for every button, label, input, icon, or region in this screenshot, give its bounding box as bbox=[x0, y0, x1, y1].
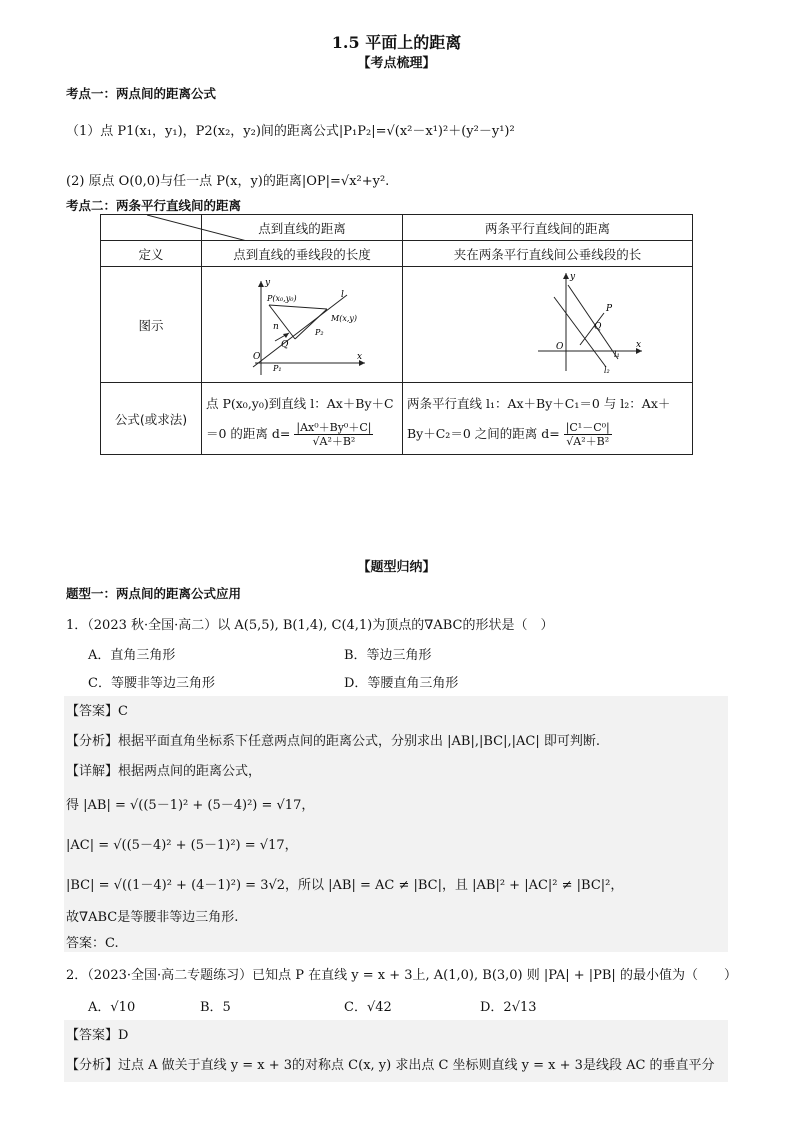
q2-option-c: C．√42 bbox=[344, 1000, 392, 1015]
q1-eq2: |AC| = √((5－4)² + (5－1)²) = √17， bbox=[66, 838, 298, 853]
fig1-l-label: l bbox=[341, 290, 344, 300]
q1-analysis: 【分析】根据平面直角坐标系下任意两点间的距离公式，分别求出 |AB|,|BC|,|AC| 即可判断. bbox=[66, 734, 600, 749]
fig1-m-label: M(x,y) bbox=[331, 314, 358, 323]
table-definition-1: 点到直线的垂线段的长度 bbox=[202, 241, 403, 267]
formula1-line2: ＝0 的距离 d= bbox=[206, 425, 291, 441]
type1-heading: 题型一：两点间的距离公式应用 bbox=[66, 586, 242, 601]
formula1-numerator: |Ax⁰＋By⁰＋C| bbox=[296, 420, 372, 434]
q1-option-b: B．等边三角形 bbox=[344, 648, 432, 663]
fig2-y-label: y bbox=[569, 272, 575, 282]
table-corner-cell bbox=[101, 215, 202, 241]
table-label-definition: 定义 bbox=[101, 241, 202, 267]
q2-option-a: A．√10 bbox=[88, 1000, 136, 1015]
fig1-y-label: y bbox=[265, 278, 271, 288]
table-label-figure: 图示 bbox=[101, 267, 202, 383]
fig1-o-label: O bbox=[253, 352, 261, 362]
fig1-q-label: Q bbox=[281, 340, 289, 350]
table-label-formula: 公式(或求法) bbox=[101, 383, 202, 455]
fig2-x-label: x bbox=[635, 340, 641, 350]
formula2-line2: By＋C₂＝0 之间的距离 d= bbox=[407, 425, 560, 441]
table-header-parallel-lines: 两条平行直线间的距离 bbox=[403, 215, 693, 241]
fig1-p1-label: P₁ bbox=[273, 364, 282, 373]
distance-table bbox=[100, 214, 693, 455]
parallel-lines-diagram bbox=[448, 267, 648, 379]
q1-answer: 【答案】C bbox=[66, 704, 128, 719]
fig2-l1-label: l₁ bbox=[613, 350, 620, 359]
fig2-q-label: Q bbox=[593, 322, 601, 332]
q1-option-d: D．等腰直角三角形 bbox=[344, 676, 459, 691]
table-formula-1 bbox=[202, 383, 403, 455]
table-formula-2 bbox=[403, 383, 693, 455]
point-to-line-diagram bbox=[207, 267, 397, 379]
fig1-p2-label: P₂ bbox=[315, 328, 324, 337]
fig1-p-label: P(x₀,y₀) bbox=[267, 294, 297, 303]
kaodian1-heading: 考点一：两点间的距离公式 bbox=[66, 86, 217, 101]
fig2-p-label: P bbox=[605, 304, 612, 314]
q2-option-d: D．2√13 bbox=[480, 1000, 537, 1015]
fig1-x-label: x bbox=[357, 352, 363, 362]
formula2-denominator: √A²＋B² bbox=[566, 434, 610, 448]
table-header-point-line: 点到直线的距离 bbox=[202, 215, 403, 241]
kaodian2-heading: 考点二：两条平行直线间的距离 bbox=[66, 198, 242, 213]
q1-eq1: 得 |AB| = √((5－1)² + (5－4)²) = √17， bbox=[66, 798, 315, 813]
tixing-heading: 【题型归纳】 bbox=[357, 560, 436, 575]
q1-conclusion: 故∇ABC是等腰非等边三角形. bbox=[66, 910, 239, 925]
formula2-fraction bbox=[564, 421, 612, 448]
formula1-fraction bbox=[294, 421, 373, 448]
q1-final: 答案：C. bbox=[66, 936, 119, 951]
diagonal-line bbox=[147, 215, 247, 241]
table-figure-2 bbox=[403, 267, 693, 383]
q2-answer: 【答案】D bbox=[66, 1028, 129, 1043]
q1-detail: 【详解】根据两点间的距离公式， bbox=[66, 764, 262, 779]
q2-analysis: 【分析】过点 A 做关于直线 y = x + 3的对称点 C(x, y) 求出点 C 坐标则直线 y = x + 3是线段 AC 的垂直平分 bbox=[66, 1058, 715, 1073]
page-title: 1.5 平面上的距离 bbox=[331, 33, 462, 52]
formula1-denominator: √A²＋B² bbox=[312, 434, 356, 448]
kaodian1-item1: （1）点 P1(x₁，y₁)，P2(x₂，y₂)间的距离公式|P₁P₂|=√(x²－x¹)²＋(y²－y¹)² bbox=[66, 124, 515, 139]
fig2-l2-label: l₂ bbox=[603, 366, 610, 375]
q1-option-c: C．等腰非等边三角形 bbox=[88, 676, 215, 691]
q1-option-a: A．直角三角形 bbox=[88, 648, 176, 663]
corner-diagonal bbox=[147, 215, 247, 241]
q2-stem: 2．（2023·全国·高二专题练习）已知点 P 在直线 y = x + 3上, A(1,0), B(3,0) 则 |PA| + |PB| 的最小值为（ ） bbox=[66, 968, 737, 983]
section-subtitle: 【考点梳理】 bbox=[357, 56, 436, 71]
table-figure-1 bbox=[202, 267, 403, 383]
fig1-n-label: n bbox=[273, 322, 279, 332]
table-definition-2: 夹在两条平行直线间公垂线段的长 bbox=[403, 241, 693, 267]
formula1-line1: 点 P(x₀,y₀)到直线 l：Ax＋By＋C bbox=[206, 395, 394, 411]
formula2-numerator: |C¹－C⁰| bbox=[565, 420, 610, 434]
q2-option-b: B．5 bbox=[200, 1000, 231, 1015]
q1-eq3: |BC| = √((1－4)² + (4－1)²) = 3√2，所以 |AB| = AC ≠ |BC|，且 |AB|² + |AC|² ≠ |BC|²， bbox=[66, 878, 624, 893]
kaodian1-item2: (2) 原点 O(0,0)与任一点 P(x，y)的距离|OP|=√x²+y². bbox=[66, 174, 390, 189]
fig2-o-label: O bbox=[555, 342, 563, 352]
formula2-line1: 两条平行直线 l₁：Ax＋By＋C₁＝0 与 l₂：Ax＋ bbox=[407, 395, 671, 411]
q1-stem: 1．（2023 秋·全国·高二）以 A(5,5), B(1,4), C(4,1)为顶点的∇ABC的形状是（ ） bbox=[66, 618, 554, 633]
